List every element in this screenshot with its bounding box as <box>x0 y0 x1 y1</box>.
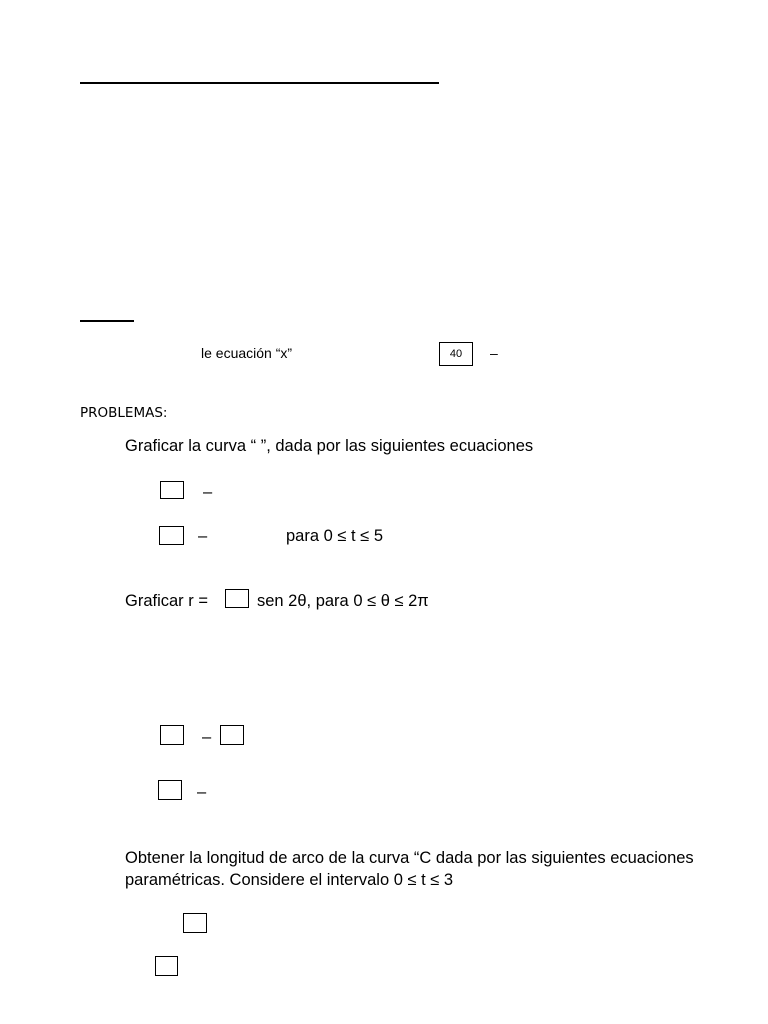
section-underline <box>80 320 134 322</box>
p3-eq1-box-left <box>160 725 184 745</box>
problem1-statement: Graficar la curva “ ”, dada por las siguientes ecuaciones <box>125 437 534 455</box>
p1-eq2-box <box>159 526 184 545</box>
p1-eq2-range: para 0 ≤ t ≤ 5 <box>286 527 383 545</box>
p1-eq1-dash: – <box>203 483 213 501</box>
header-dash: – <box>490 345 498 361</box>
p3-eq2-box <box>158 780 182 800</box>
problem2-prefix: Graficar r = <box>125 592 208 610</box>
problem2-suffix: sen 2θ, para 0 ≤ θ ≤ 2π <box>257 592 429 610</box>
problem4-statement-line1: Obtener la longitud de arco de la curva “C dada por las siguientes ecuaciones <box>125 849 694 867</box>
p1-eq1-box <box>160 481 184 499</box>
p3-eq1-dash: – <box>202 728 212 746</box>
equation-label: le ecuación “x” <box>201 345 293 361</box>
p3-eq1-box-right <box>220 725 244 745</box>
title-underline <box>80 82 439 84</box>
p4-eq2-box <box>155 956 178 976</box>
number-box <box>439 342 473 366</box>
problem4-statement-line2: paramétricas. Considere el intervalo 0 ≤ t ≤ 3 <box>125 871 454 889</box>
p3-eq2-dash: – <box>197 783 207 801</box>
problems-heading: PROBLEMAS: <box>80 405 168 421</box>
p2-coef-box <box>225 589 249 608</box>
p1-eq2-dash: – <box>198 527 208 545</box>
number-box-value: 40 <box>449 348 463 360</box>
p4-eq1-box <box>183 913 207 933</box>
